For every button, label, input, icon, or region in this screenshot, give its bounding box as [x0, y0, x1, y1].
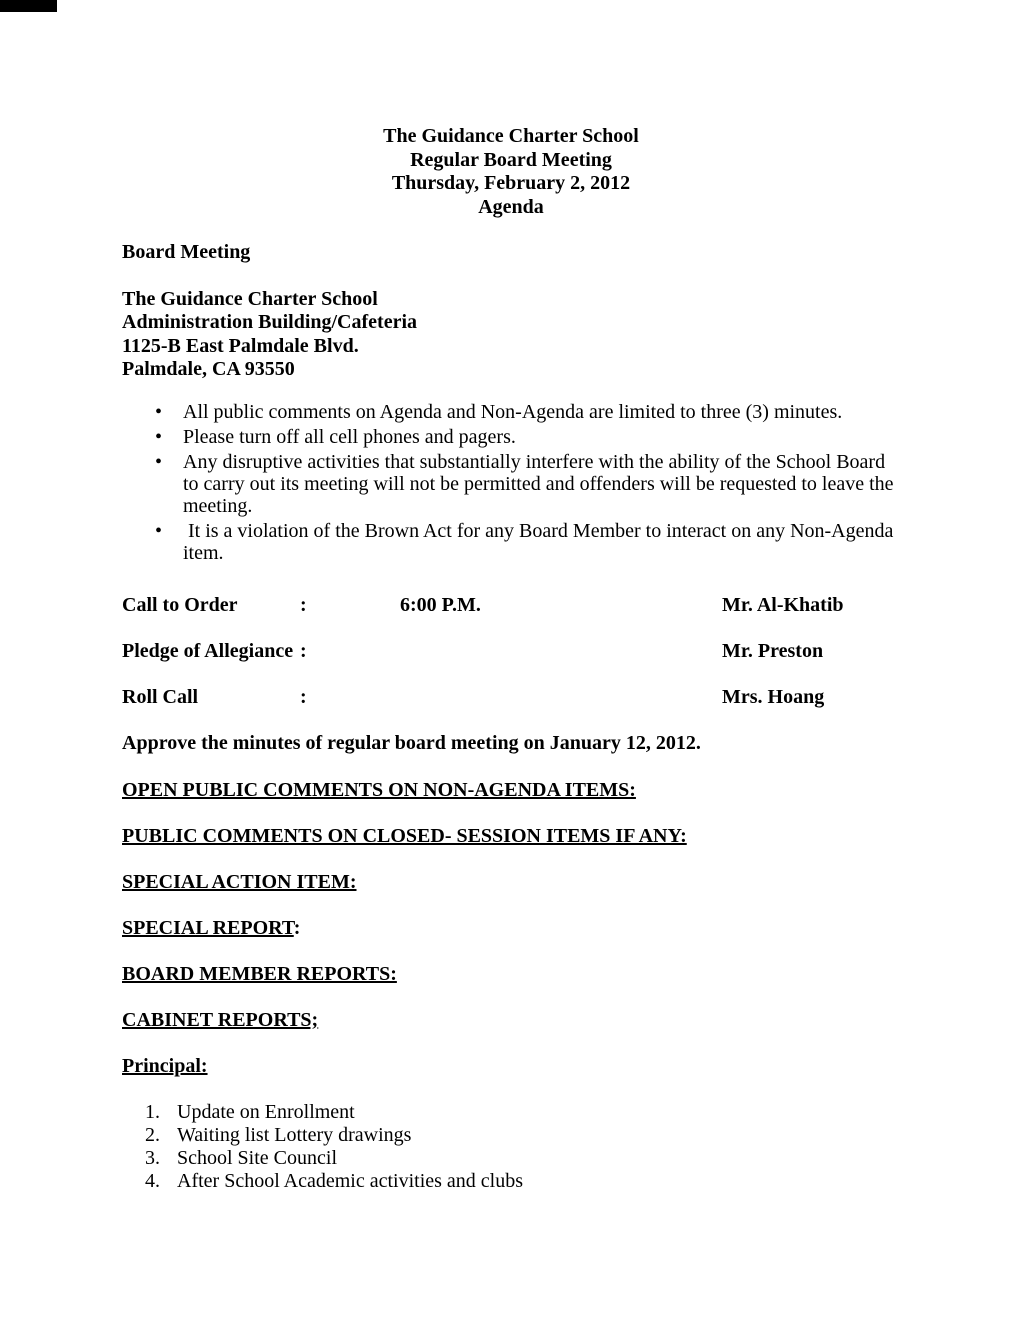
list-item — [145, 1124, 900, 1147]
venue-building: Administration Building/Cafeteria — [122, 311, 418, 334]
section-heading-open-public-comments — [122, 779, 900, 802]
list-item-text: Update on Enrollment — [177, 1101, 355, 1124]
bullet-icon: • — [155, 426, 163, 449]
list-item-text: Waiting list Lottery drawings — [177, 1124, 412, 1147]
section-heading-text: BOARD MEMBER REPORTS: — [122, 963, 397, 986]
order-separator: : — [300, 640, 307, 663]
order-of-business — [122, 594, 900, 709]
meeting-type: Regular Board Meeting — [410, 148, 612, 171]
list-item-text: School Site Council — [177, 1147, 337, 1170]
scan-artifact — [0, 0, 57, 12]
order-label: Pledge of Allegiance — [122, 640, 294, 663]
board-meeting-label: Board Meeting — [122, 241, 251, 263]
list-item — [145, 1101, 900, 1124]
section-heading-text: OPEN PUBLIC COMMENTS ON NON-AGENDA ITEMS: — [122, 779, 636, 802]
order-time: 6:00 P.M. — [400, 594, 481, 617]
list-item-number: 3. — [145, 1147, 160, 1170]
section-heading-text: Principal: — [122, 1055, 208, 1078]
section-heading-principal — [122, 1055, 900, 1078]
order-person: Mr. Preston — [722, 640, 824, 663]
order-label: Roll Call — [122, 686, 199, 709]
document-header — [122, 125, 900, 219]
meeting-rules-list — [122, 401, 900, 564]
order-person: Mrs. Hoang — [722, 686, 825, 709]
section-heading-special-report — [122, 917, 900, 940]
order-time — [400, 640, 722, 663]
section-heading-suffix: : — [293, 917, 301, 940]
list-item-text: After School Academic activities and clubs — [177, 1170, 524, 1193]
document-kind-label: Agenda — [478, 195, 544, 218]
order-item-call-to-order — [122, 594, 900, 617]
meeting-date: Thursday, February 2, 2012 — [391, 172, 631, 194]
venue-name: The Guidance Charter School — [122, 288, 378, 310]
bullet-icon: • — [155, 520, 163, 543]
list-item-number: 1. — [145, 1101, 160, 1124]
list-item — [145, 1147, 900, 1170]
rule-text: All public comments on Agenda and Non-Agenda are limited to three (3) minutes. — [183, 401, 843, 424]
section-heading-text: PUBLIC COMMENTS ON CLOSED- SESSION ITEMS IF ANY: — [122, 825, 687, 848]
bullet-icon: • — [155, 401, 163, 424]
list-item-number: 2. — [145, 1124, 160, 1147]
venue-street: 1125-B East Palmdale Blvd. — [122, 334, 359, 357]
principal-report-items — [122, 1101, 900, 1193]
section-heading-cabinet-reports — [122, 1009, 900, 1032]
bullet-icon: • — [155, 451, 163, 474]
section-heading-text: SPECIAL ACTION ITEM: — [122, 871, 357, 894]
list-item-number: 4. — [145, 1170, 160, 1193]
list-item — [145, 1170, 900, 1193]
minutes-approval-line: Approve the minutes of regular board meeting on January 12, 2012. — [122, 732, 701, 755]
order-separator: : — [300, 594, 307, 617]
rule-item — [122, 520, 900, 564]
order-person: Mr. Al-Khatib — [722, 594, 844, 617]
section-heading-public-comments-closed-session — [122, 825, 900, 848]
rule-item — [122, 426, 900, 448]
venue-block — [122, 288, 900, 381]
order-item-roll-call — [122, 686, 900, 709]
section-heading-special-action-item — [122, 871, 900, 894]
rule-text: Any disruptive activities that substantially interfere with the ability of the School Board to carry out its meeting will not be permitted and offenders will be requested to leave the meeting. — [183, 451, 899, 518]
order-item-pledge-of-allegiance — [122, 640, 900, 663]
document-title: The Guidance Charter School — [383, 125, 639, 147]
rule-text: It is a violation of the Brown Act for any Board Member to interact on any Non-Agenda item. — [183, 520, 899, 565]
section-heading-board-member-reports — [122, 963, 900, 986]
rule-text: Please turn off all cell phones and pagers. — [183, 426, 516, 449]
section-heading-text: CABINET REPORTS; — [122, 1009, 319, 1032]
rule-item — [122, 401, 900, 423]
rule-item — [122, 451, 900, 517]
venue-city: Palmdale, CA 93550 — [122, 357, 295, 380]
order-label: Call to Order — [122, 594, 238, 617]
section-heading-text: SPECIAL REPORT — [122, 917, 294, 940]
order-time — [400, 686, 722, 709]
order-separator: : — [300, 686, 307, 709]
